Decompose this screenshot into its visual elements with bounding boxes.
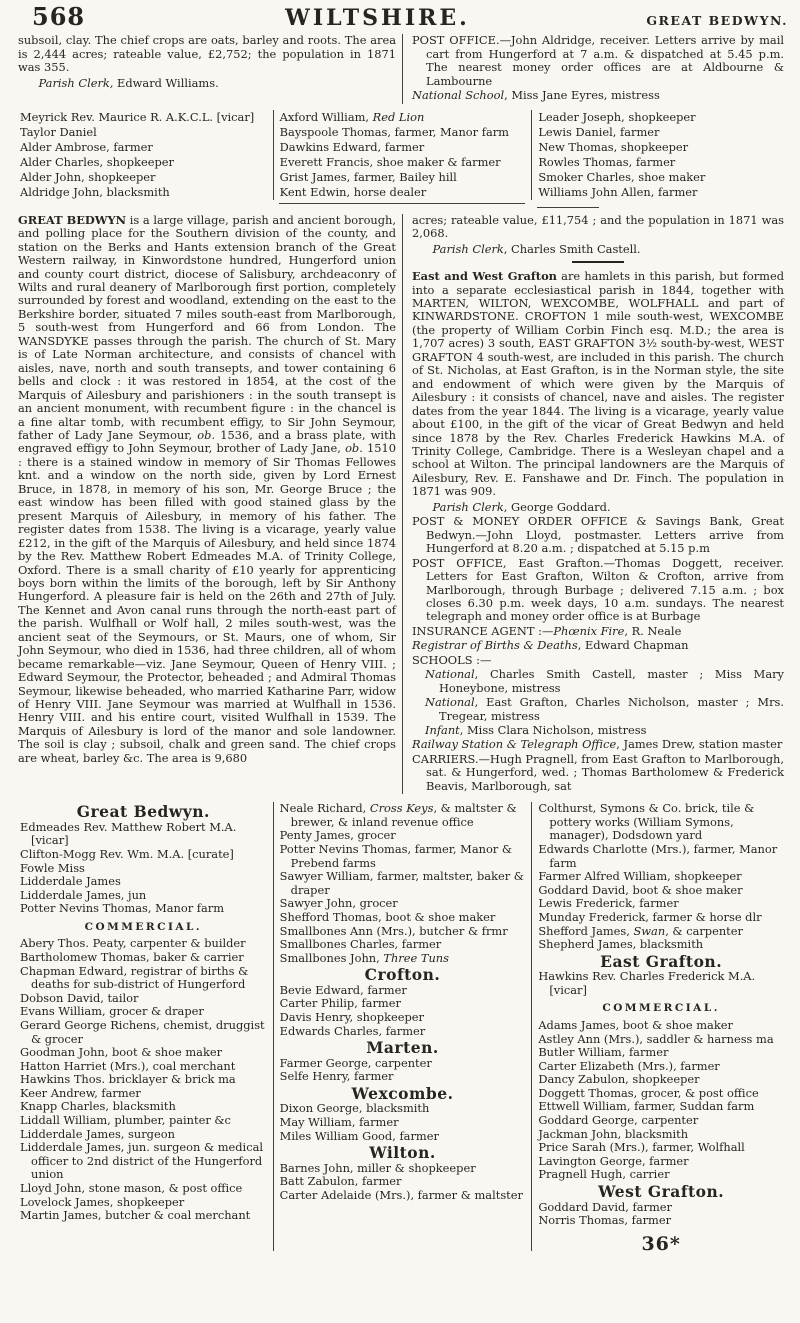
directory-entry: Butler William, farmer <box>538 1045 669 1060</box>
directory-entry: Lidderdale James, jun. surgeon & medical officer to 2nd district of the Hungerford union <box>20 1140 264 1182</box>
directory-entry: Norris Thomas, farmer <box>538 1213 672 1228</box>
resident-entry: Williams John Allen, farmer <box>538 184 698 199</box>
official-notice: Railway Station & Telegraph Office, James Drew, station master <box>412 737 783 752</box>
directory-entry: Smallbones John, Three Tuns <box>279 950 449 965</box>
parish-clerk-line: Parish Clerk, Charles Smith Castell. <box>432 241 641 256</box>
place-heading-great-bedwyn: Great Bedwyn. <box>76 802 210 822</box>
resident-entry: Axford William, Red Lion <box>279 109 425 124</box>
directory-entry: Dobson David, tailor <box>20 990 139 1005</box>
directory-entry: Hatton Harriet (Mrs.), coal merchant <box>20 1058 236 1073</box>
residents-column-2 <box>273 110 532 200</box>
directory-entry: Davis Henry, shopkeeper <box>279 1010 424 1025</box>
directory-entry: Goddard George, carpenter <box>538 1113 699 1128</box>
directory-column-1 <box>14 802 273 1251</box>
parish-clerk-line: Parish Clerk, Edward Williams. <box>38 75 219 90</box>
directory-entry: Goodman John, boot & shoe maker <box>20 1045 223 1060</box>
running-head: GREAT BEDWYN. <box>646 13 788 28</box>
directory-entry: Clifton-Mogg Rev. Wm. M.A. [curate] <box>20 846 234 861</box>
resident-entry: Kent Edwin, horse dealer <box>279 184 427 199</box>
directory-entry: Lidderdale James <box>20 874 121 889</box>
page-number: 568 <box>32 2 86 31</box>
directory-entry: Knapp Charles, blacksmith <box>20 1099 176 1114</box>
official-notice: POST OFFICE, East Grafton.—Thomas Doggett, receiver. Letters for East Grafton, Wilton & Crofton, arrive from Marlborough, through Burbage ; delivered 7.15 a.m. ; box closes 6.30 p.m. week days, 10 a.m. sundays. The nearest telegraph and money order office is at Burbage <box>412 555 784 624</box>
directory-entry: Penty James, grocer <box>279 828 396 843</box>
place-heading-crofton: Crofton. <box>364 965 441 985</box>
directory-entry: Pragnell Hugh, carrier <box>538 1167 670 1182</box>
directory-entry: Bartholomew Thomas, baker & carrier <box>20 949 244 964</box>
marten-entries <box>280 1057 526 1084</box>
directory-entry: Colthurst, Symons & Co. brick, tile & pottery works (William Symons, manager), Dodsdown yard <box>538 801 755 843</box>
directory-entry: Lidderdale James, surgeon <box>20 1126 175 1141</box>
directory-entry: Dancy Zabulon, shopkeeper <box>538 1072 700 1087</box>
resident-entry: Leader Joseph, shopkeeper <box>538 109 696 124</box>
wexcombe-entries <box>280 1102 526 1143</box>
directory-entry: Edwards Charles, farmer <box>279 1023 426 1038</box>
resident-entry: Meyrick Rev. Maurice R. A.K.C.L. [vicar] <box>20 109 255 124</box>
resident-entry: Dawkins Edward, farmer <box>279 139 425 154</box>
directory-entry: Lovelock James, shopkeeper <box>20 1194 185 1209</box>
entry-end-rules <box>14 200 790 210</box>
directory-entry: Fowle Miss <box>20 860 85 875</box>
residents-column-1 <box>14 110 273 200</box>
official-notice: INSURANCE AGENT :—Phœnix Fire, R. Neale <box>412 623 682 638</box>
crofton-entries <box>280 984 526 1038</box>
directory-entry: Selfe Henry, farmer <box>279 1069 394 1084</box>
directory-entry: Smallbones Charles, farmer <box>279 937 442 952</box>
great-bedwyn-commercial-continued <box>280 802 526 965</box>
directory-entry: Carter Elizabeth (Mrs.), farmer <box>538 1058 720 1073</box>
directory-entry: Chapman Edward, registrar of births & deaths for sub-district of Hungerford <box>20 963 249 992</box>
end-rule <box>279 203 526 204</box>
page-header <box>14 2 790 31</box>
official-notice: National, East Grafton, Charles Nicholson, master ; Mrs. Tregear, mistress <box>425 695 784 723</box>
great-bedwyn-commercial <box>20 937 267 1222</box>
place-heading-wilton: Wilton. <box>369 1143 436 1163</box>
directory-entry: Miles William Good, farmer <box>279 1128 439 1143</box>
directory-entry: Keer Andrew, farmer <box>20 1085 141 1100</box>
directory-entry: Dixon George, blacksmith <box>279 1101 430 1116</box>
resident-entry: New Thomas, shopkeeper <box>538 139 689 154</box>
residents-column-3 <box>531 110 790 200</box>
previous-parish-left-column <box>14 34 402 103</box>
trade-directory <box>14 801 790 1255</box>
directory-entry: Goddard David, boot & shoe maker <box>538 882 743 897</box>
official-notice: Registrar of Births & Deaths, Edward Chapman <box>412 638 689 653</box>
directory-entry: Lewis Frederick, farmer <box>538 896 679 911</box>
post-office-notice: POST OFFICE.—John Aldridge, receiver. Letters arrive by mail cart from Hungerford at 7 a.m. & dispatched at 5.45 p.m. The nearest money order offices are at Aldbourne & Lambourne <box>412 33 784 88</box>
directory-entry: Abery Thos. Peaty, carpenter & builder <box>20 936 246 951</box>
resident-entry: Everett Francis, shoe maker & farmer <box>279 154 501 169</box>
directory-entry: Farmer Alfred William, shopkeeper <box>538 869 742 884</box>
resident-entry: Rowles Thomas, farmer <box>538 154 676 169</box>
resident-entry: Alder Ambrose, farmer <box>20 139 153 154</box>
previous-parish-residents-list <box>14 110 790 200</box>
great-bedwyn-left-column <box>14 214 402 795</box>
great-bedwyn-right-column <box>402 214 790 795</box>
page-signature: 36* <box>641 1232 681 1255</box>
directory-entry: Jackman John, blacksmith <box>538 1126 689 1141</box>
directory-entry: Edwards Charlotte (Mrs.), farmer, Manor farm <box>538 842 778 870</box>
directory-entry: Hawkins Rev. Charles Frederick M.A. [vicar] <box>538 969 756 997</box>
place-heading-marten: Marten. <box>366 1038 439 1058</box>
directory-entry: Potter Nevins Thomas, Manor farm <box>20 901 225 916</box>
resident-entry: Taylor Daniel <box>20 124 97 139</box>
east-grafton-residents <box>538 970 784 997</box>
official-notice: National, Charles Smith Castell, master ; Miss Mary Honeybone, mistress <box>425 667 784 695</box>
official-notice: Infant, Miss Clara Nicholson, mistress <box>425 723 647 738</box>
directory-entry: Goddard David, farmer <box>538 1199 672 1214</box>
directory-entry: Farmer George, carpenter <box>279 1055 432 1070</box>
directory-entry: Smallbones Ann (Mrs.), butcher & frmr <box>279 923 508 938</box>
previous-parish-right-column <box>402 34 790 103</box>
soil-crops-paragraph: subsoil, clay. The chief crops are oats, barley and roots. The area is 2,444 acres; rateable value, £2,752; the population in 1871 was 355. <box>18 33 396 75</box>
resident-entry: Aldridge John, blacksmith <box>20 184 170 199</box>
end-rule <box>537 207 599 208</box>
directory-entry: Shepherd James, blacksmith <box>538 937 704 952</box>
directory-entry: Shefford Thomas, boot & shoe maker <box>279 910 496 925</box>
west-grafton-entries <box>538 1201 784 1228</box>
directory-entry: Doggett Thomas, grocer, & post office <box>538 1085 759 1100</box>
directory-entry: Astley Ann (Mrs.), saddler & harness ma <box>538 1031 774 1046</box>
directory-entry: Edmeades Rev. Matthew Robert M.A. [vicar] <box>20 819 237 848</box>
resident-entry: Grist James, farmer, Bailey hill <box>279 169 457 184</box>
directory-entry: Price Sarah (Mrs.), farmer, Wolfhall <box>538 1140 745 1155</box>
directory-entry: Gerard George Richens, chemist, druggist & grocer <box>20 1017 265 1046</box>
place-heading-wexcombe: Wexcombe. <box>351 1083 454 1103</box>
directory-entry: Munday Frederick, farmer & horse dlr <box>538 910 762 925</box>
directory-column-2 <box>273 802 532 1251</box>
directory-column-3 <box>531 801 790 1255</box>
description-continuation: acres; rateable value, £11,754 ; and the population in 1871 was 2,068. <box>412 212 784 241</box>
resident-entry: Alder Charles, shopkeeper <box>20 154 174 169</box>
directory-entry: Liddall William, plumber, painter &c <box>20 1113 231 1128</box>
directory-entry: Carter Philip, farmer <box>279 996 401 1011</box>
directory-entry: Carter Adelaide (Mrs.), farmer & maltster <box>279 1187 523 1202</box>
official-notice: POST & MONEY ORDER OFFICE & Savings Bank, Great Bedwyn.—John Lloyd, postmaster. Letters arrive from Hungerford at 8.20 a.m. ; dispatched at 5.15 p.m <box>412 514 784 556</box>
official-notice: SCHOOLS :— <box>412 652 492 667</box>
directory-entry: Batt Zabulon, farmer <box>279 1174 402 1189</box>
resident-entry: Bayspoole Thomas, farmer, Manor farm <box>279 124 509 139</box>
directory-entry: Evans William, grocer & draper <box>20 1004 204 1019</box>
directory-entry: Potter Nevins Thomas, farmer, Manor & Prebend farms <box>279 842 513 870</box>
parish-clerk-line: Parish Clerk, George Goddard. <box>432 499 611 514</box>
directory-entry: Martin James, butcher & coal merchant <box>20 1208 251 1223</box>
official-notice: CARRIERS.—Hugh Pragnell, from East Grafton to Marlborough, sat. & Hungerford, wed. ; Thomas Bartholomew & Frederick Beavis, Marlborough, sat <box>412 751 784 793</box>
section-divider <box>572 261 624 263</box>
directory-entry: Shefford James, Swan, & carpenter <box>538 923 743 938</box>
directory-entry: Lavington George, farmer <box>538 1153 689 1168</box>
directory-entry: Lidderdale James, jun <box>20 887 147 902</box>
great-bedwyn-commercial-continued-2 <box>538 802 784 952</box>
directory-entry: Hawkins Thos. bricklayer & brick ma <box>20 1072 236 1087</box>
resident-entry: Alder John, shopkeeper <box>20 169 156 184</box>
resident-entry: Smoker Charles, shoe maker <box>538 169 706 184</box>
directory-entry: May William, farmer <box>279 1114 399 1129</box>
great-bedwyn-residents <box>20 821 267 916</box>
directory-entry: Barnes John, miller & shopkeeper <box>279 1160 476 1175</box>
directory-entry: Bevie Edward, farmer <box>279 982 407 997</box>
page-title: WILTSHIRE. <box>285 5 470 31</box>
east-west-grafton-description: East and West Grafton are hamlets in this parish, but formed into a separate ecclesiastical parish in 1844, together with MARTEN, WILTON, WEXCOMBE, WOLFHALL and part of KINWARDSTONE. CROFTON 1 mile south-west, WEXCOMBE (the property of William Corbin Finch esq. M.D.; the area is 1,707 acres) 3 south, EAST GRAFTON 3½ south-by-west, WEST GRAFTON 4 south-west, are included in this parish. The church of St. Nicholas, at East Grafton, is in the Norman style, the site and endowment of which were given by the Marquis of Ailesbury : it consists of chancel, nave and aisles. The register dates from the year 1844. The living is a vicarage, yearly value about £100, in the gift of the vicar of Great Bedwyn and held since 1878 by the Rev. Charles Frederick Hawkins M.A. of Trinity College, Cambridge. There is a Wesleyan chapel and a school at Wilton. The principal landowners are the Marquis of Ailesbury, Rev. E. Fanshawe and Dr. Finch. The population in 1871 was 909. <box>412 269 785 499</box>
directory-entry: Lloyd John, stone mason, & post office <box>20 1181 243 1196</box>
previous-parish-section <box>14 34 790 103</box>
commercial-label: COMMERCIAL. <box>602 1002 720 1015</box>
great-bedwyn-description: GREAT BEDWYN is a large village, parish and ancient borough, and polling place for the Southern division of the county, and station on the Berks and Hants extension branch of the Great Western railway, in Kinwordstone hundred, Hungerford union and county court district, diocese of Salisbury, archdeaconry of Wilts and rural deanery of Marlborough first portion, completely surrounded by forest and woodland, extending on the east to the Berkshire border, situated 7 miles south-east from Marlborough, 5 south-west from Hungerford and 66 from London. The WANSDYKE passes through the parish. The church of St. Mary is of Late Norman architecture, and consists of chancel with aisles, nave, north and south transepts, and tower containing 6 bells and clock : it was restored in 1854, at the cost of the Marquis of Ailesbury and parishioners : in the south transept is an ancient monument, with recumbent figure : in the chancel is a fine altar tomb, with recumbent effigy, to Sir John Seymour, father of Lady Jane Seymour, ob. 1536, and a brass plate, with engraved effigy to John Seymour, brother of Lady Jane, ob. 1510 : there is a stained window in memory of Sir Thomas Fellowes knt. and a window on the north side, given by Lord Ernest Bruce, in 1878, in memory of his son, Mr. George Bruce ; the east window has been filled with good stained glass by the present Marquis of Ailesbury, in memory of his father. The register dates from 1538. The living is a vicarage, yearly value £212, in the gift of the Marquis of Ailesbury, and held since 1874 by the Rev. Matthew Robert Edmeades M.A. of Trinity College, Oxford. There is a small charity of £10 yearly for apprenticing boys born within the limits of the borough, left by Sir Anthony Hungerford. A pleasure fair is held on the 26th and 27th of July. The Kennet and Avon canal runs through the north-east part of the parish. Wulfhall or Wolf hall, 2 miles south-west, was the ancient seat of the Seymours, or St. Maurs, one of whom, Sir John Seymour, who died in 1536, had three children, all of whom became remarkable—viz. Jane Seymour, Queen of Henry VIII. ; Edward Seymour, the Protector, beheaded ; and Admiral Thomas Seymour, likewise beheaded, who married Katharine Parr, widow of Henry VIII. Jane Seymour was married at Wulfhall in 1536. Henry VIII. and his entire court, visited Wulfhall in 1539. The Marquis of Ailesbury is lord of the manor and sole landowner. The soil is clay ; subsoil, chalk and green sand. The chief crops are wheat, barley &c. The area is 9,680 <box>18 212 397 765</box>
east-grafton-commercial <box>538 1019 784 1182</box>
wilton-entries <box>280 1162 526 1203</box>
place-heading-east-grafton: East Grafton. <box>600 951 723 971</box>
commercial-label: COMMERCIAL. <box>84 920 203 933</box>
directory-entry: Neale Richard, Cross Keys, & maltster & brewer, & inland revenue office <box>279 801 517 829</box>
official-notices-list <box>412 515 784 793</box>
great-bedwyn-section <box>14 214 790 795</box>
resident-entry: Lewis Daniel, farmer <box>538 124 660 139</box>
directory-entry: Sawyer John, grocer <box>279 896 398 911</box>
place-heading-west-grafton: West Grafton. <box>598 1182 725 1202</box>
directory-entry: Ettwell William, farmer, Suddan farm <box>538 1099 755 1114</box>
national-school-line: National School, Miss Jane Eyres, mistress <box>412 88 660 103</box>
directory-entry: Adams James, boot & shoe maker <box>538 1017 733 1032</box>
directory-entry: Sawyer William, farmer, maltster, baker & draper <box>279 869 524 897</box>
